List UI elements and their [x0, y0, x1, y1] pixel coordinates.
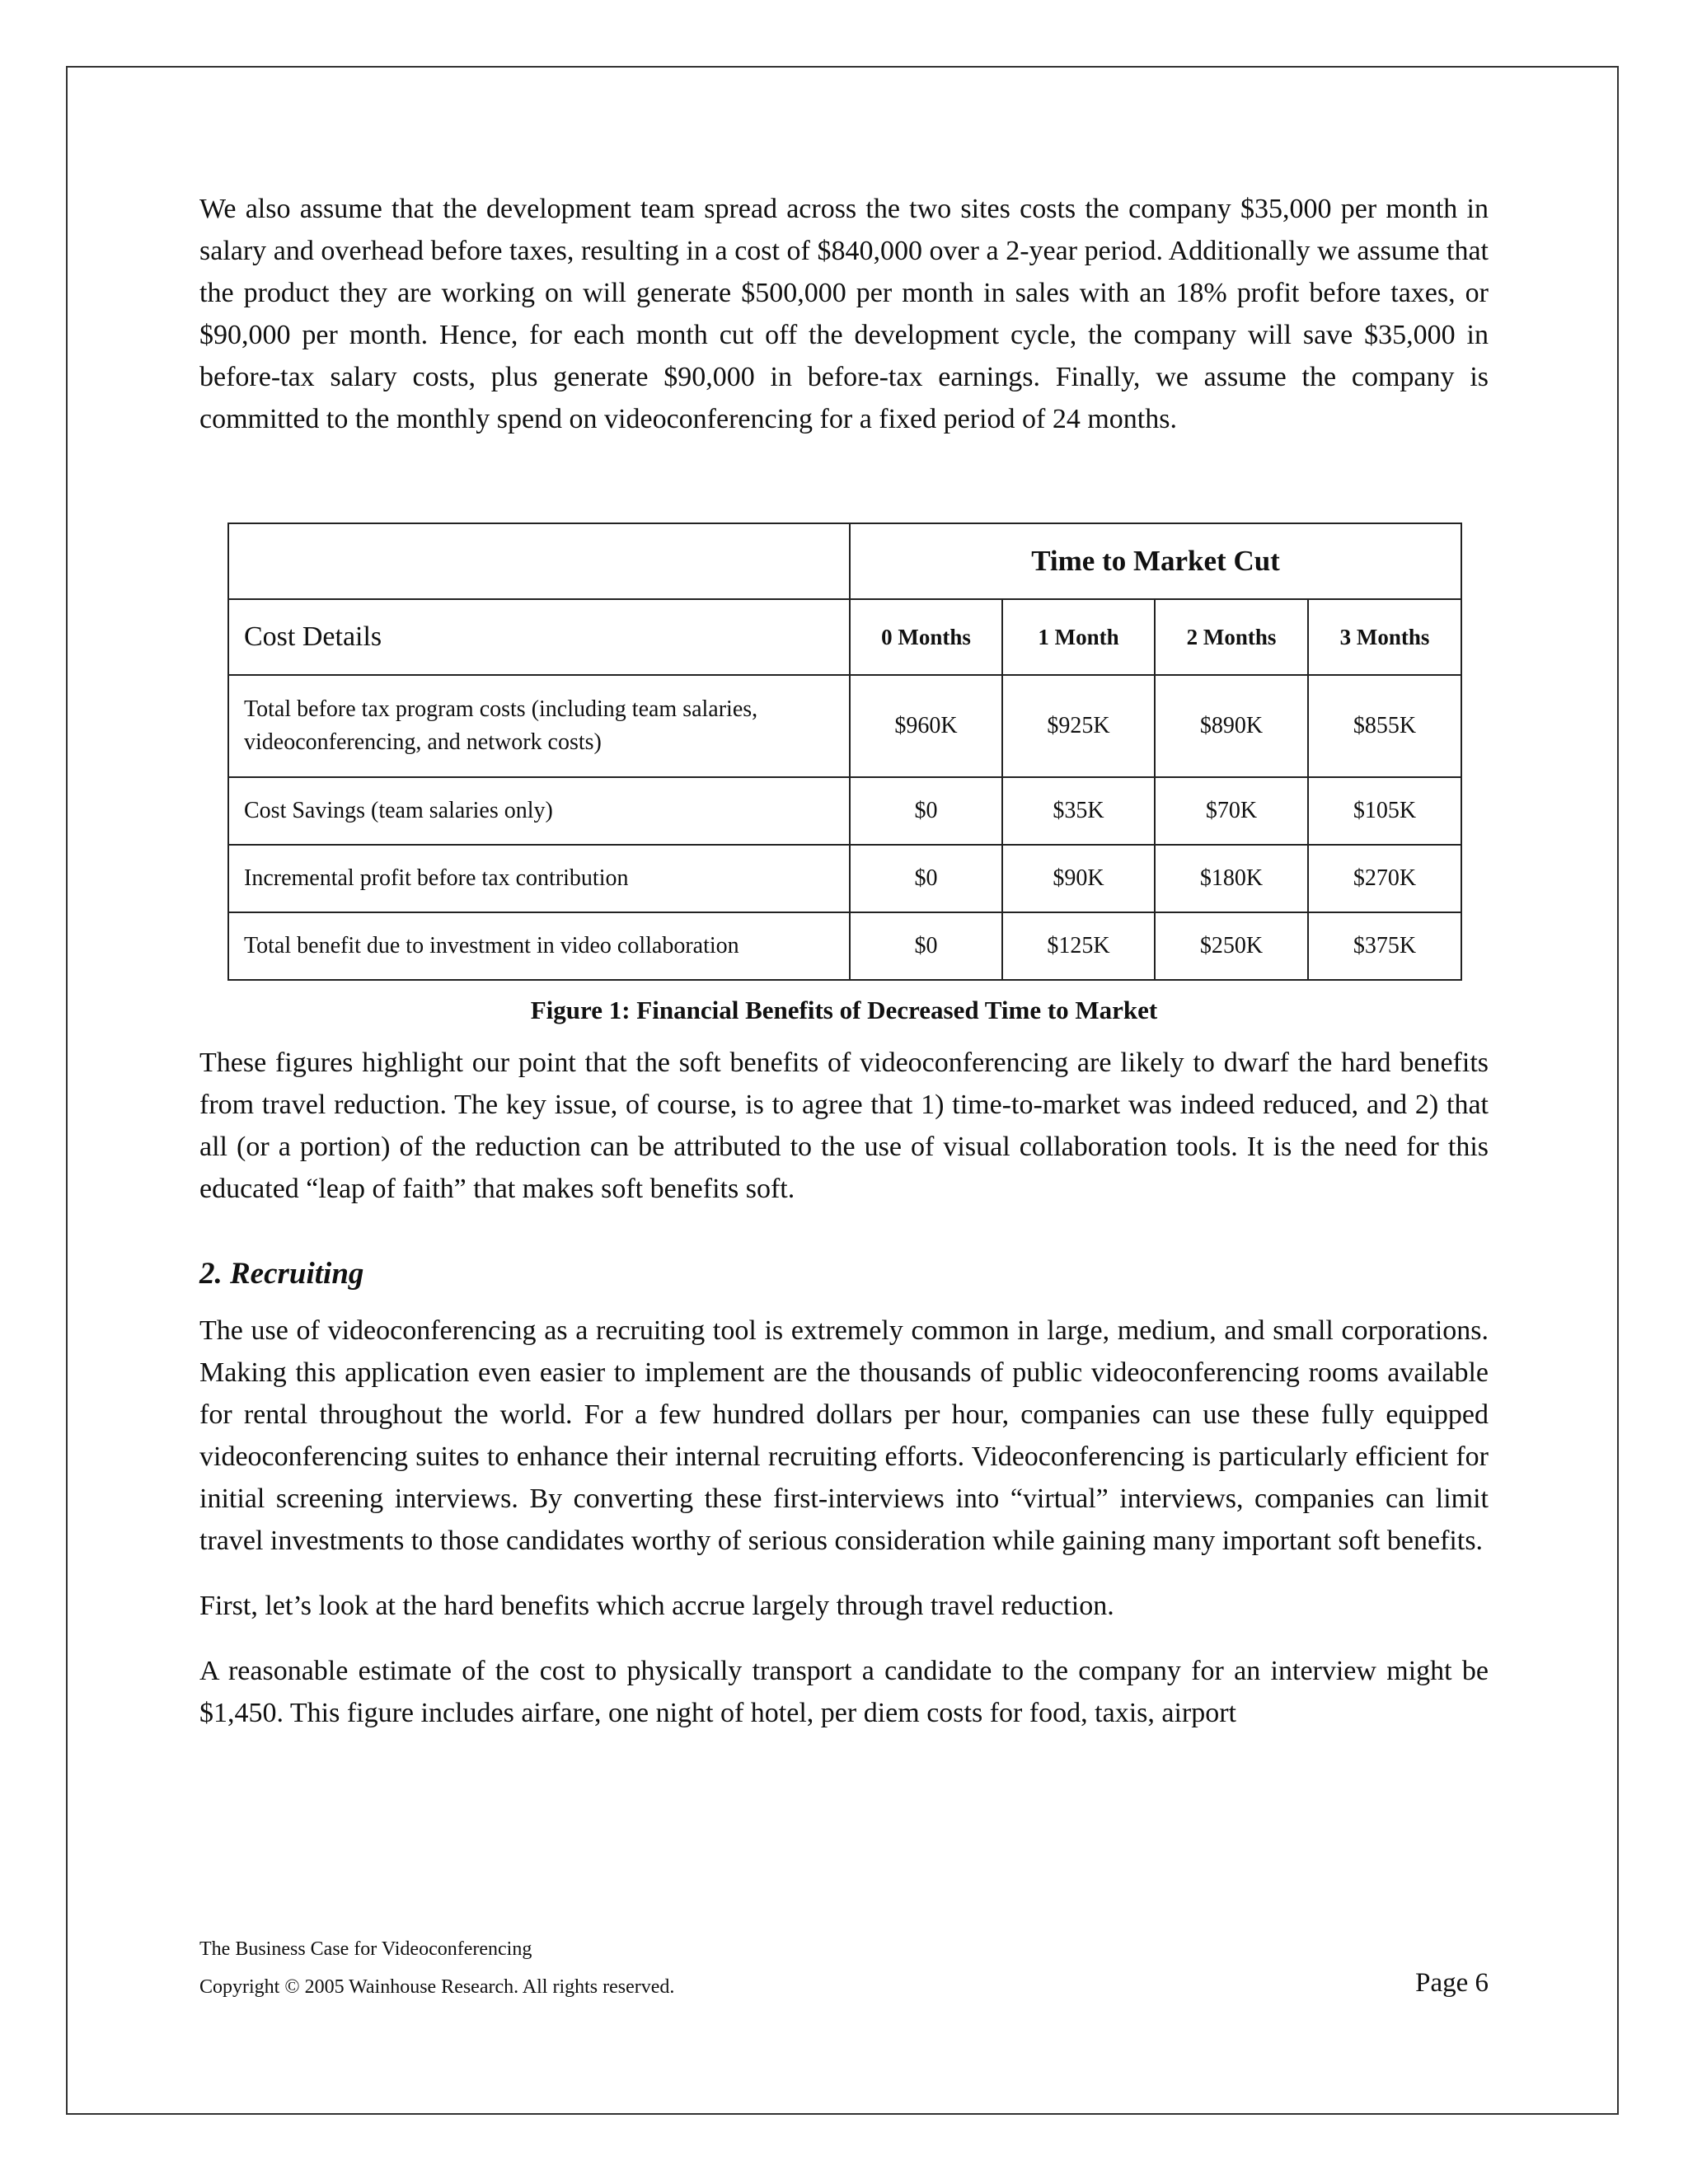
footer-document-title: The Business Case for Videoconferencing	[199, 1938, 532, 1960]
table-cell: $0	[850, 845, 1002, 912]
table-cell: $890K	[1155, 675, 1308, 777]
page-number: Page 6	[1415, 1968, 1489, 1998]
table-cell: $105K	[1308, 777, 1461, 845]
table-cell: $0	[850, 912, 1002, 980]
paragraph-recruiting: The use of videoconferencing as a recruiting tool is extremely common in large, medium, and small corporations. Making this application even easier to implement are the thousands of public videoconferencing rooms available for rental throughout the world. For a few hundred dollars per hour, companies can use these fully equipped videoconferencing suites to enhance their internal recruiting efforts. Videoconferencing is particularly efficient for initial screening interviews. By converting these first-interviews into “virtual” interviews, companies can limit travel investments to those candidates worthy of serious consideration while gaining many important soft benefits.	[199, 1315, 1489, 1556]
table-row	[228, 675, 1461, 777]
table-cell: $960K	[850, 675, 1002, 777]
row-label: Cost Savings (team salaries only)	[228, 777, 850, 845]
table-group-header-row	[228, 523, 1461, 599]
paragraph-hard-benefits: First, let’s look at the hard benefits which accrue largely through travel reduction.	[199, 1591, 1114, 1621]
table-cell: $375K	[1308, 912, 1461, 980]
table-cell: $270K	[1308, 845, 1461, 912]
financial-benefits-table	[227, 523, 1462, 981]
row-label: Incremental profit before tax contribution	[228, 845, 850, 912]
paragraph-soft-benefits: These figures highlight our point that the soft benefits of videoconferencing are likely to dwarf the hard benefits from travel reduction. The key issue, of course, is to agree that 1) time-to-market was indeed reduced, and 2) that all (or a portion) of the reduction can be attributed to the use of visual collaboration tools. It is the need for this educated “leap of faith” that makes soft benefits soft.	[199, 1047, 1489, 1204]
figure-caption: Figure 1: Financial Benefits of Decreased Time to Market	[530, 996, 1158, 1024]
row-label: Total benefit due to investment in video collaboration	[228, 912, 850, 980]
page-content	[199, 188, 1489, 1734]
table-cell: $0	[850, 777, 1002, 845]
paragraph-transport-cost: A reasonable estimate of the cost to physically transport a candidate to the company for an interview might be $1,450. This figure includes airfare, one night of hotel, per diem costs for food, taxis, airport	[199, 1656, 1489, 1728]
column-header: 1 Month	[1002, 599, 1155, 675]
table-row	[228, 912, 1461, 980]
row-label: Total before tax program costs (including team salaries, videoconferencing, and network costs)	[228, 675, 850, 777]
paragraph-assumptions: We also assume that the development team spread across the two sites costs the company $35,000 per month in salary and overhead before taxes, resulting in a cost of $840,000 over a 2-year period. Additionally we assume that the product they are working on will generate $500,000 per month in sales with an 18% profit before taxes, or $90,000 per month. Hence, for each month cut off the development cycle, the company will save $35,000 in before-tax salary costs, plus generate $90,000 in before-tax earnings. Finally, we assume the company is committed to the monthly spend on videoconferencing for a fixed period of 24 months.	[199, 194, 1489, 434]
table-cell: $125K	[1002, 912, 1155, 980]
section-heading: 2. Recruiting	[199, 1257, 364, 1291]
table-cell: $90K	[1002, 845, 1155, 912]
table-header-row	[228, 599, 1461, 675]
table-cell: $35K	[1002, 777, 1155, 845]
table-cell: $250K	[1155, 912, 1308, 980]
table-row	[228, 845, 1461, 912]
table-row-header: Cost Details	[228, 599, 850, 675]
footer-copyright: Copyright © 2005 Wainhouse Research. All rights reserved.	[199, 1976, 675, 1998]
column-header: 2 Months	[1155, 599, 1308, 675]
table-cell: $70K	[1155, 777, 1308, 845]
table-group-header: Time to Market Cut	[850, 523, 1461, 599]
table-cell: $925K	[1002, 675, 1155, 777]
table-empty-corner	[228, 523, 850, 599]
table-row	[228, 777, 1461, 845]
column-header: 0 Months	[850, 599, 1002, 675]
table-cell: $180K	[1155, 845, 1308, 912]
column-header: 3 Months	[1308, 599, 1461, 675]
table-cell: $855K	[1308, 675, 1461, 777]
